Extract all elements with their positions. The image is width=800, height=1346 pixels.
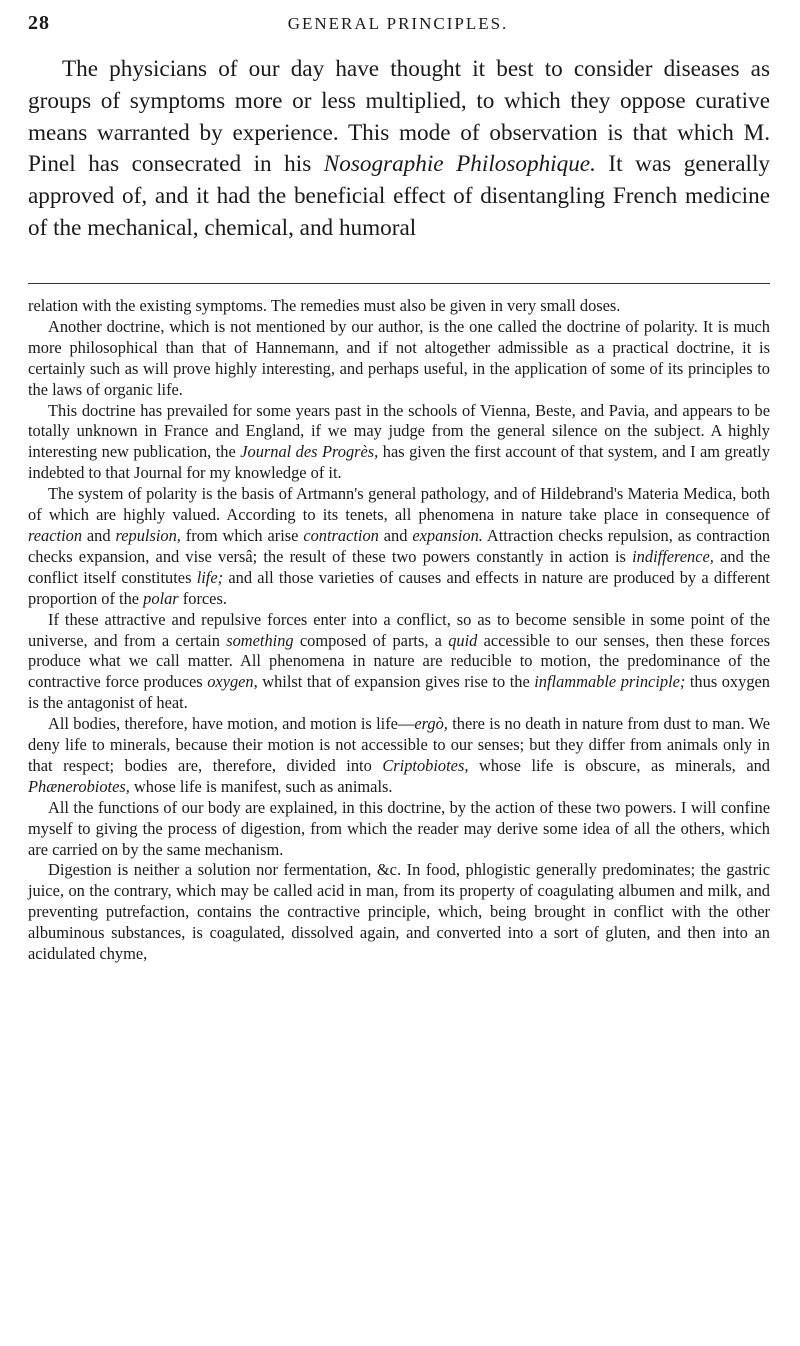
italic-term: reaction	[28, 525, 83, 545]
footnote-paragraph	[28, 484, 770, 609]
italic-term: something	[226, 630, 294, 650]
footnote-text: Digestion is neither a solution nor fermentation, &c. In food, phlogistic generally predominates; the gastric juice, on the contrary, which may be called acid in man, from its property of coagulating albumen and milk, and preventing putrefaction, contains the contractive principle, which, being brought in conflict with the other albuminous substances, is coagulated, dissolved again, and converted into a sort of gluten, and then into an acidulated chyme,	[28, 860, 770, 964]
footnote-text: The system of polarity is the basis of Artmann's general pathology, and of Hildebrand's Materia Medica, both of which are highly valued. According to its tenets, all phenomena in nature take place in consequence of	[28, 484, 770, 525]
footnote-text: This doctrine has prevailed for some years past in the schools of Vienna, Beste, and Pavia, and appears to be totally unknown in France and England, if we may judge from the general silence on the subject. A highly interesting new publication, the	[28, 400, 770, 462]
footnote-text: and	[82, 525, 116, 545]
italic-term: Criptobiotes,	[382, 755, 469, 775]
italic-term: indifference,	[632, 546, 714, 566]
page-header	[28, 12, 768, 38]
italic-term: oxygen,	[207, 672, 258, 692]
footnote-paragraph	[28, 401, 770, 485]
footnote-text: accessible to our senses, then these forces produce what we call matter. All phenomena in nature are reducible to motion, the predominance of the contractive force produces	[28, 630, 770, 692]
footnote-text: whilst that of expansion gives rise to the	[257, 672, 535, 692]
footnote-paragraph	[28, 317, 770, 401]
footnote-text: All bodies, therefore, have motion, and motion is life—	[48, 714, 415, 734]
footnote-text: forces.	[178, 588, 227, 608]
footnote-text: whose life is manifest, such as animals.	[129, 776, 393, 796]
italic-term: expansion.	[412, 525, 483, 545]
footnote-paragraph	[28, 296, 770, 317]
footnote-text: relation with the existing symptoms. The remedies must also be given in very small doses.	[28, 296, 621, 315]
footnote-text: from which arise	[180, 525, 304, 545]
footnote-text: and the conflict itself constitutes	[28, 546, 770, 587]
footnote-paragraph	[28, 798, 770, 861]
footnote-paragraph	[28, 860, 770, 965]
footnote-text: and all those varieties of causes and effects in nature are produced by a different proportion of the	[28, 567, 770, 608]
italic-term: polar	[143, 588, 179, 608]
footnote-text: whose life is obscure, as minerals, and	[468, 755, 771, 775]
main-text-b: It was generally approved of, and it had the beneficial effect of disentangling French medicine of the mechanical, chemical, and humoral	[28, 151, 770, 241]
footnote-block	[28, 296, 770, 965]
footnote-text: has given the first account of that system, and I am greatly indebted to that Journal for my knowledge of it.	[28, 442, 771, 483]
footnote-paragraph	[28, 714, 770, 798]
main-title-italic: Nosographie Philosophique.	[323, 151, 596, 178]
italic-term: inflammable principle;	[534, 672, 686, 692]
italic-term: ergò,	[414, 714, 448, 734]
main-text-a: The physicians of our day have thought it best to consider diseases as groups of symptoms more or less multiplied, to which they oppose curative means warranted by experience. This mode of observation is that which M. Pinel has consecrated in his	[28, 56, 770, 178]
italic-term: repulsion,	[115, 525, 181, 545]
italic-term: quid	[448, 630, 478, 650]
footnote-paragraph	[28, 610, 770, 715]
footnote-text: Another doctrine, which is not mentioned by our author, is the one called the doctrine of polarity. It is much more philosophical than that of Hannemann, and if not altogether admissible as a practical doctrine, it is certainly such as will prove highly interesting, and perhaps useful, in the application of some of its principles to the laws of organic life.	[28, 316, 770, 399]
footnote-text: Attraction checks repulsion, as contraction checks expansion, and vise versâ; the result of these two powers constantly in action is	[28, 525, 770, 566]
main-paragraph	[28, 54, 770, 245]
footnote-text: composed of parts, a	[293, 630, 449, 650]
footnote-divider	[28, 283, 770, 284]
footnote-text: If these attractive and repulsive forces enter into a conflict, so as to become sensible in some point of the universe, and from a certain	[28, 609, 770, 650]
italic-term: contraction	[303, 525, 379, 545]
footnote-text: All the functions of our body are explained, in this doctrine, by the action of these two powers. I will confine myself to giving the process of digestion, from which the reader may derive some idea of all the others, which are carried on by the same mechanism.	[28, 797, 770, 859]
italic-term: life;	[196, 567, 224, 587]
italic-term: Phænerobiotes,	[28, 776, 130, 796]
footnote-text: there is no death in nature from dust to man. We deny life to minerals, because their motion is not accessible to our senses; but they differ from animals only in that respect; bodies are, therefore, divided into	[28, 714, 770, 775]
running-head: GENERAL PRINCIPLES.	[287, 14, 509, 33]
page-number: 28	[28, 12, 50, 34]
footnote-text: thus oxygen is the antagonist of heat.	[28, 672, 770, 713]
footnote-text: and	[378, 525, 413, 545]
journal-title-italic: Journal des Progrès,	[240, 442, 379, 462]
